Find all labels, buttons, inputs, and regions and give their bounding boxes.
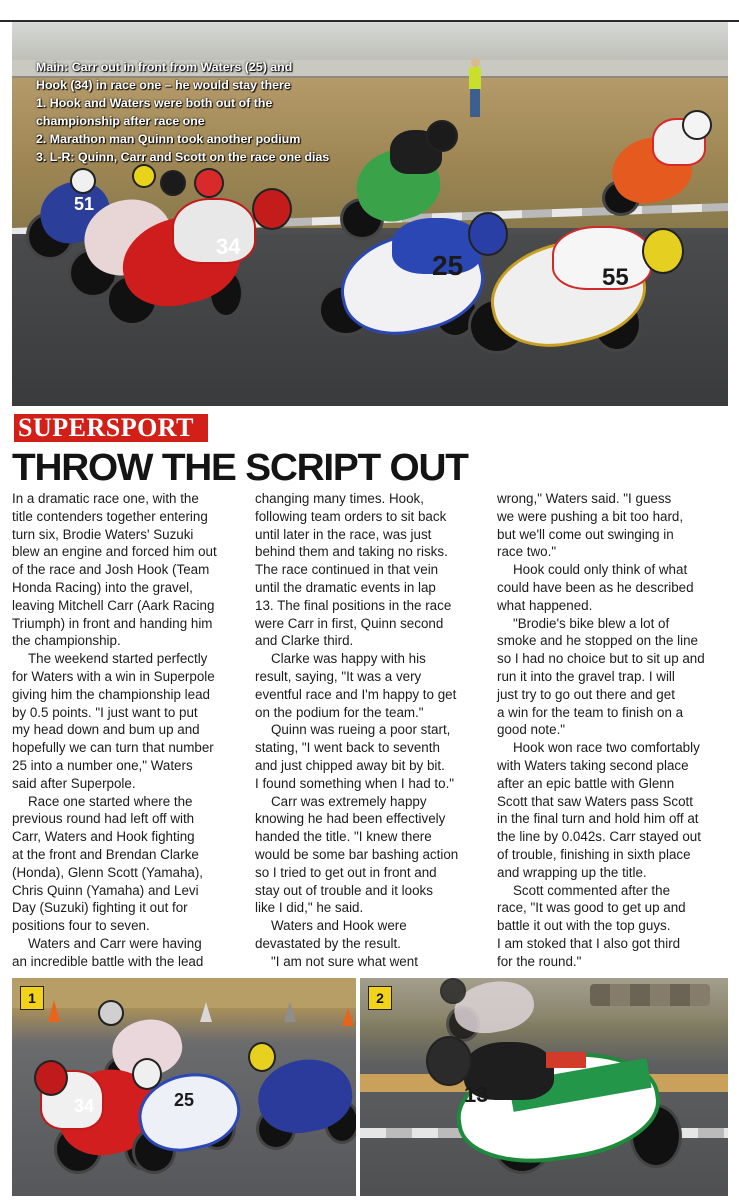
- text-line: the championship.: [12, 633, 121, 649]
- cone-icon: [48, 1000, 60, 1022]
- text-line: after an epic battle with Glenn: [497, 775, 675, 791]
- text-line: what happened.: [497, 597, 593, 613]
- text-line: battle it out with the top guys.: [497, 918, 671, 934]
- text-line: Race one started where the: [28, 793, 193, 809]
- text-line: said after Superpole.: [12, 775, 136, 791]
- caption-line: 2. Marathon man Quinn took another podium: [36, 132, 301, 146]
- text-line: The weekend started perfectly: [28, 651, 208, 667]
- photo2-tyre-wall: [590, 984, 710, 1006]
- text-line: of trouble, finishing in sixth place: [497, 846, 691, 862]
- text-line: Carr, Waters and Hook fighting: [12, 829, 195, 845]
- hero-sky: [12, 22, 728, 60]
- text-line: for Waters with a win in Superpole: [12, 668, 215, 684]
- text-line: The race continued in that vein: [255, 562, 439, 578]
- photo-2: [360, 978, 728, 1196]
- cone-icon: [342, 1008, 354, 1026]
- text-line: result, saying, "It was a very: [255, 668, 422, 684]
- text-line: blew an engine and forced him out: [12, 544, 217, 560]
- text-line: stating, "I went back to seventh: [255, 740, 440, 756]
- text-line: good note.": [497, 722, 566, 738]
- text-line: hopefully we can turn that number: [12, 740, 214, 756]
- text-line: in the final turn and hold him off at: [497, 811, 699, 827]
- cone-icon: [284, 1002, 296, 1022]
- text-line: so I tried to get out in front and: [255, 864, 437, 880]
- text-line: Chris Quinn (Yamaha) and Levi: [12, 882, 199, 898]
- text-line: knowing he had been effectively: [255, 811, 446, 827]
- text-line: turn six, Brodie Waters' Suzuki: [12, 526, 194, 542]
- text-line: eventful race and I'm happy to get: [255, 686, 457, 702]
- text-line: Carr was extremely happy: [271, 793, 427, 809]
- text-line: Waters and Hook were: [271, 918, 407, 934]
- text-line: positions four to seven.: [12, 918, 150, 934]
- caption-line: Hook (34) in race one – he would stay there: [36, 78, 291, 92]
- text-line: changing many times. Hook,: [255, 491, 424, 506]
- text-line: Day (Suzuki) fighting it out for: [12, 900, 188, 916]
- text-line: until later in the race, was just: [255, 526, 432, 542]
- text-line: on the podium for the team.": [255, 704, 424, 720]
- text-line: devastated by the result.: [255, 935, 401, 951]
- text-line: Hook won race two comfortably: [513, 740, 700, 756]
- text-line: like I did," he said.: [255, 900, 364, 916]
- text-line: wrong," Waters said. "I guess: [497, 491, 672, 506]
- text-line: run it into the gravel trap. I will: [497, 668, 675, 684]
- text-line: were Carr in first, Quinn second: [255, 615, 444, 631]
- caption-line: championship after race one: [36, 114, 205, 128]
- article-headline: THROW THE SCRIPT OUT: [12, 447, 468, 489]
- text-line: and just chipped away bit by bit.: [255, 757, 445, 773]
- text-line: with Waters taking second place: [497, 757, 689, 773]
- text-line: we were pushing a bit too hard,: [497, 508, 684, 524]
- text-line: the line by 0.042s. Carr stayed out: [497, 829, 701, 845]
- page-top-rule: [0, 0, 739, 22]
- article-column-3: [497, 490, 729, 971]
- photo1-number-34: 34: [74, 1096, 95, 1116]
- photo2-rider-boot: [546, 1052, 586, 1068]
- text-line: (Honda), Glenn Scott (Yamaha),: [12, 864, 204, 880]
- text-line: "Brodie's bike blew a lot of: [513, 615, 670, 631]
- text-line: "I am not sure what went: [271, 953, 418, 969]
- text-line: for the round.": [497, 953, 582, 969]
- text-line: Quinn was rueing a poor start,: [271, 722, 451, 738]
- section-tag-label: SUPERSPORT: [18, 413, 195, 442]
- text-line: I am stoked that I also got third: [497, 935, 681, 951]
- text-line: a win for the team to finish on a: [497, 704, 684, 720]
- text-line: giving him the championship lead: [12, 686, 211, 702]
- text-line: Waters and Carr were having: [28, 935, 202, 951]
- text-line: race, "It was good to get up and: [497, 900, 686, 916]
- photo1-label: 1: [20, 986, 44, 1010]
- photo-1: [12, 978, 356, 1196]
- caption-line: Main: Carr out in front from Waters (25) and: [36, 60, 293, 74]
- text-line: Triumph) in front and handing him: [12, 615, 213, 631]
- text-line: title contenders together entering: [12, 508, 208, 524]
- hero-caption: [36, 58, 366, 166]
- text-line: handed the title. "I knew there: [255, 829, 432, 845]
- photo2-label: 2: [368, 986, 392, 1010]
- text-line: Honda Racing) into the gravel,: [12, 579, 193, 595]
- photo1-number-25: 25: [174, 1090, 195, 1110]
- hero-number-55: 55: [602, 264, 629, 291]
- text-line: an incredible battle with the lead: [12, 953, 204, 969]
- text-line: Scott commented after the: [513, 882, 671, 898]
- text-line: but we'll come out swinging in: [497, 526, 674, 542]
- text-line: by 0.5 points. "I just want to put: [12, 704, 198, 720]
- text-line: I found something when I had to.": [255, 775, 455, 791]
- text-line: Clarke was happy with his: [271, 651, 426, 667]
- text-line: stay out of trouble and it looks: [255, 882, 433, 898]
- text-line: race two.": [497, 544, 557, 560]
- photo1-grass: [12, 978, 356, 1008]
- section-tag: [12, 412, 210, 444]
- text-line: could have been as he described: [497, 579, 694, 595]
- text-line: smoke and he stopped on the line: [497, 633, 699, 649]
- caption-line: 1. Hook and Waters were both out of the: [36, 96, 273, 110]
- text-line: just try to go out there and get: [497, 686, 675, 702]
- article-column-2: [255, 490, 487, 971]
- text-line: Scott that saw Waters pass Scott: [497, 793, 693, 809]
- article-column-1: [12, 490, 244, 971]
- text-line: and wrapping up the title.: [497, 864, 647, 880]
- hero-back-number: 51: [74, 194, 95, 214]
- photo2-number-13: 13: [464, 1082, 489, 1107]
- text-line: of the race and Josh Hook (Team: [12, 562, 210, 578]
- cone-icon: [200, 1002, 212, 1022]
- text-line: until the dramatic events in lap: [255, 579, 436, 595]
- text-line: leaving Mitchell Carr (Aark Racing: [12, 597, 215, 613]
- text-line: would be some bar bashing action: [255, 846, 459, 862]
- hero-marshal: [468, 58, 482, 118]
- text-line: behind them and taking no risks.: [255, 544, 448, 560]
- text-line: Hook could only think of what: [513, 562, 688, 578]
- text-line: so I had no choice but to sit up and: [497, 651, 705, 667]
- hero-number-25: 25: [432, 250, 464, 281]
- caption-line: 3. L-R: Quinn, Carr and Scott on the race one dias: [36, 150, 330, 164]
- text-line: In a dramatic race one, with the: [12, 491, 199, 506]
- hero-photo: [12, 22, 728, 406]
- text-line: previous round had left off with: [12, 811, 195, 827]
- text-line: and Clarke third.: [255, 633, 354, 649]
- hero-number-34: 34: [216, 234, 241, 259]
- text-line: my head down and bum up and: [12, 722, 200, 738]
- text-line: 13. The final positions in the race: [255, 597, 452, 613]
- text-line: at the front and Brendan Clarke: [12, 846, 199, 862]
- text-line: 25 into a number one," Waters: [12, 757, 193, 773]
- text-line: following team orders to sit back: [255, 508, 447, 524]
